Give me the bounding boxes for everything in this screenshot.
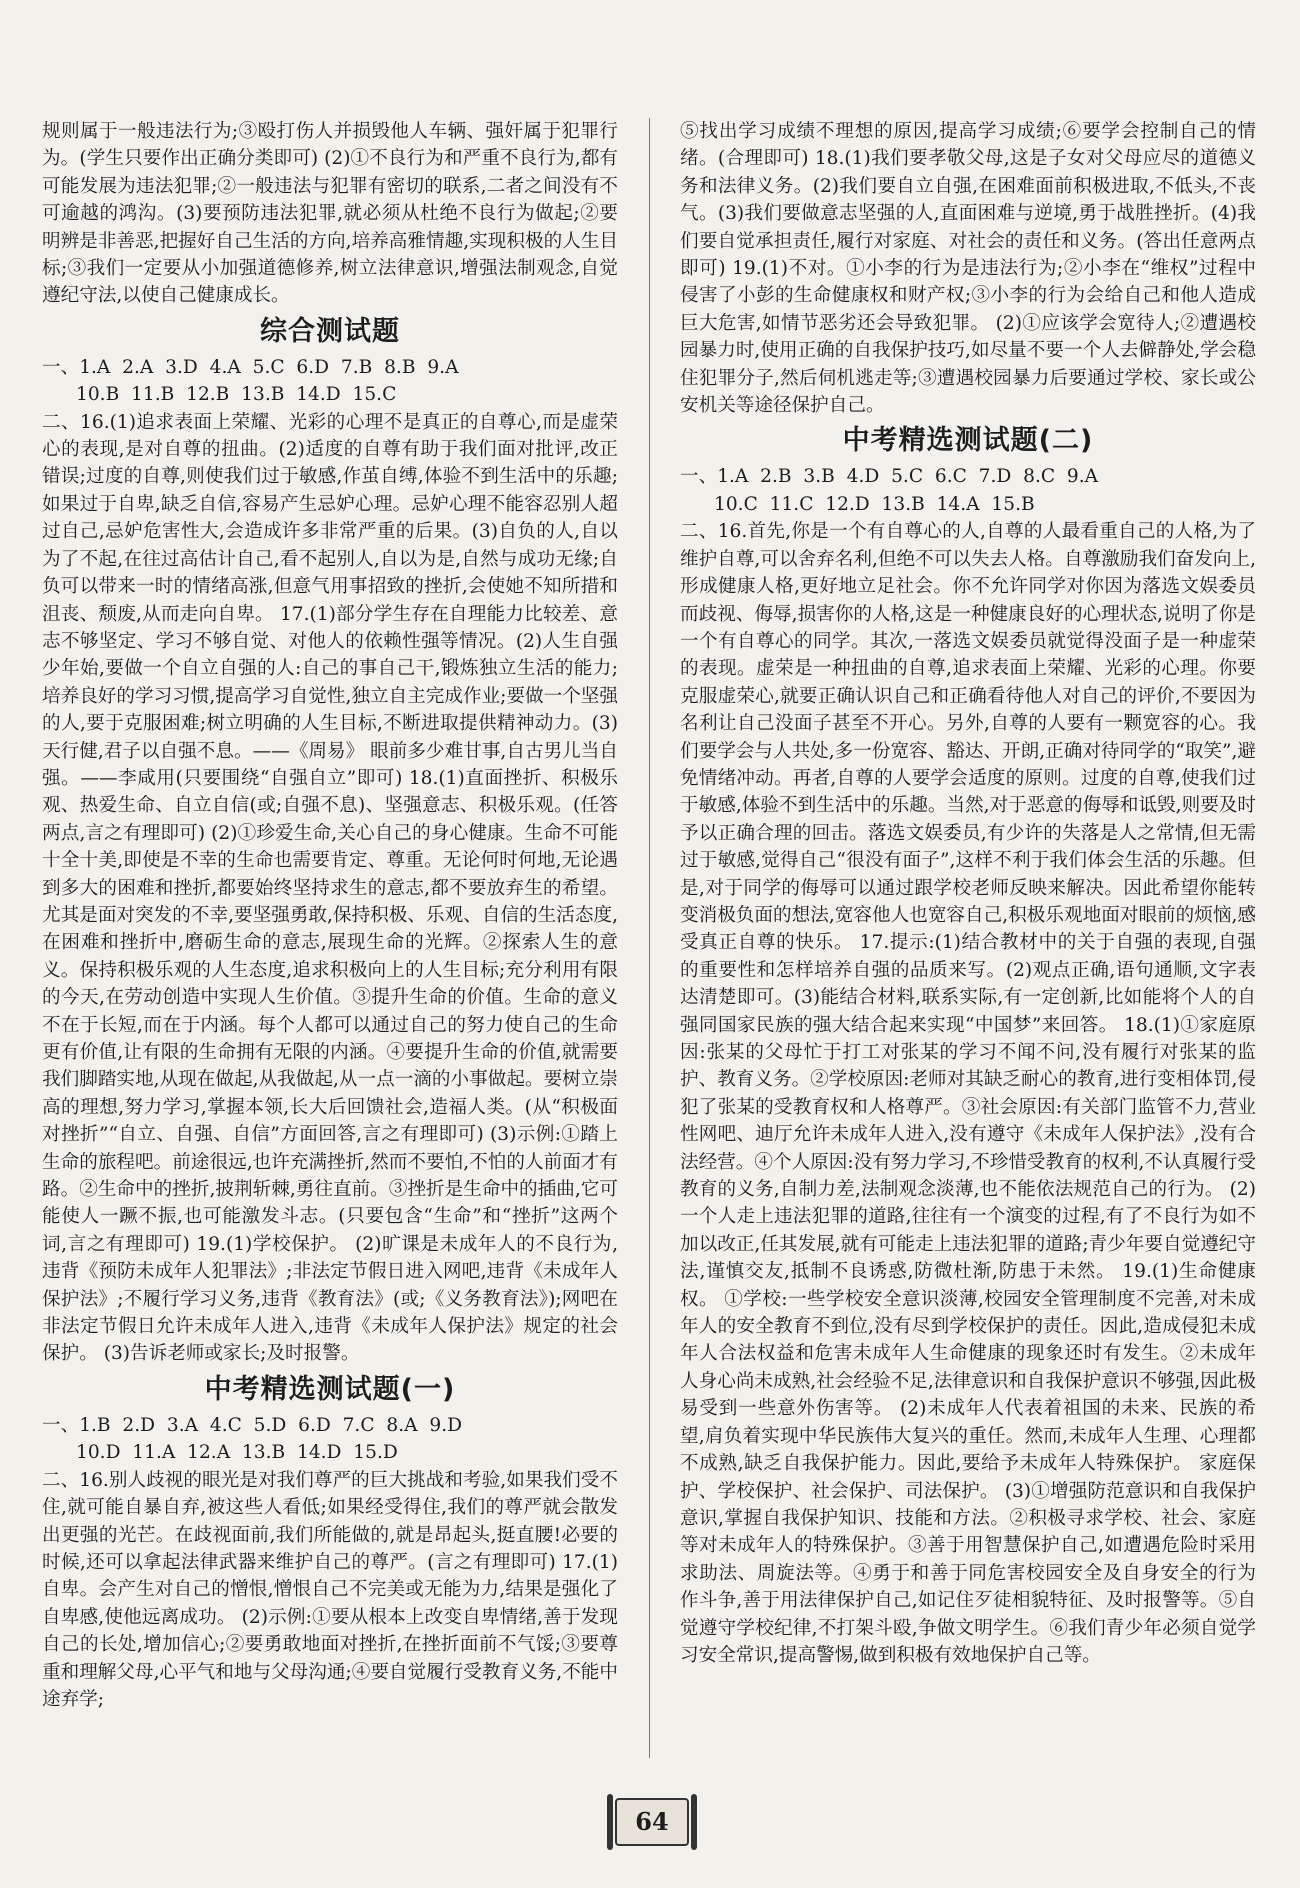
- section2-choices-row-2: 10.D 11.A 12.A 13.B 14.D 15.D: [76, 1442, 398, 1464]
- right-intro-paragraph: ⑤找出学习成绩不理想的原因,提高学习成绩;⑥要学会控制自己的情绪。(合理即可) 18.(1)我们要孝敬父母,这是子女对父母应尽的道德义务和法律义务。(2)我们要自立自强,在困难面前积极进取,不低头,不丧气。(3)我们要做意志坚强的人,直面困难与逆境,勇于战胜挫折。(4)我们要自觉承担责任,履行对家庭、对社会的责任和义务。(答出任意两点即可) 19.(1)不对。①小李的行为是违法行为;②小李在“维权”过程中侵害了小彭的生命健康权和财产权;③小李的行为会给自己和他人造成巨大危害,如情节恶劣还会导致犯罪。 (2)①应该学会宽待人;②遭遇校园暴力时,使用正确的自我保护技巧,如尽量不要一个人去僻静处,学会稳住犯罪分子,然后伺机逃走等;③遭遇校园暴力后要通过学校、家长或公安机关等途径保护自己。: [680, 121, 1256, 417]
- column-divider: [649, 118, 650, 1758]
- section3-essay-answers: 二、16.首先,你是一个有自尊心的人,自尊的人最看重自己的人格,为了维护自尊,可以舍弃名利,但绝不可以失去人格。自尊激励我们奋发向上,形成健康人格,更好地立足社会。你不允许同学对你因为落选文娱委员而歧视、侮辱,损害你的人格,这是一种健康良好的心理状态,说明了你是一个有自尊心的同学。其次,一落选文娱委员就觉得没面子是一种虚荣的表现。虚荣是一种扭曲的自尊,追求表面上荣耀、光彩的心理。你要克服虚荣心,就要正确认识自己和正确看待他人对自己的评价,不要因为名利让自己没面子甚至不开心。另外,自尊的人要有一颗宽容的心。我们要学会与人共处,多一份宽容、豁达、开朗,正确对待同学的“取笑”,避免情绪冲动。再者,自尊的人要学会适度的原则。过度的自尊,使我们过于敏感,体验不到生活中的乐趣。当然,对于恶意的侮辱和诋毁,则要及时予以正确合理的回击。落选文娱委员,有少许的失落是人之常情,但无需过于敏感,觉得自己“很没有面子”,这样不利于我们体会生活的乐趣。但是,对于同学的侮辱可以通过跟学校老师反映来解决。因此希望你能转变消极负面的想法,宽容他人也宽容自己,积极乐观地面对眼前的烦恼,感受真正自尊的快乐。 17.提示:(1)结合教材中的关于自强的表现,自强的重要性和怎样培养自强的品质来写。(2)观点正确,语句通顺,文字表达清楚即可。(3)能结合材料,联系实际,有一定创新,比如能将个人的自强同国家民族的强大结合起来实现“中国梦”来回答。 18.(1)①家庭原因:张某的父母忙于打工对张某的学习不闻不问,没有履行对张某的监护、教育义务。②学校原因:老师对其缺乏耐心的教育,进行变相体罚,侵犯了张某的受教育权和人格尊严。③社会原因:有关部门监管不力,营业性网吧、迪厅允许未成年人进入,没有遵守《未成年人保护法》,没有合法经营。④个人原因:没有努力学习,不珍惜受教育的权利,不认真履行受教育的义务,自制力差,法制观念淡薄,也不能依法规范自己的行为。 (2)一个人走上违法犯罪的道路,往往有一个演变的过程,有了不良行为如不加以改正,任其发展,就有可能走上违法犯罪的道路;青少年要自觉遵纪守法,谨慎交友,抵制不良诱惑,防微杜渐,防患于未然。 19.(1)生命健康权。 ①学校:一些学校安全意识淡薄,校园安全管理制度不完善,对未成年人的安全教育不到位,没有尽到学校保护的责任。因此,造成侵犯未成年人合法权益和危害未成年人生命健康的现象还时有发生。②未成年人身心尚未成熟,社会经验不足,法律意识和自我保护意识不够强,因此极易受到一些意外伤害等。 (2)未成年人代表着祖国的未来、民族的希望,肩负着实现中华民族伟大复兴的重任。然而,未成年人生理、心理都不成熟,缺乏自我保护能力。因此,要给予未成年人特殊保护。 家庭保护、学校保护、社会保护、司法保护。 (3)①增强防范意识和自我保护意识,掌握自我保护知识、技能和方法。②积极寻求学校、社会、家庭等对未成年人的特殊保护。③善于用智慧保护自己,如遭遇危险时采用求助法、周旋法等。④勇于和善于同危害校园安全及自身安全的行为作斗争,善于用法律保护自己,如记住歹徒相貌特征、及时报警等。⑤自觉遵守学校纪律,不打架斗殴,争做文明学生。⑥我们青少年必须自觉学习安全常识,提高警惕,做到积极有效地保护自己等。: [680, 521, 1256, 1666]
- section2-choices-row-1: 一、1.B 2.D 3.A 4.C 5.D 6.D 7.C 8.A 9.D: [42, 1414, 463, 1436]
- section-title-exam-selection-2: 中考精选测试题(二): [842, 425, 1094, 457]
- section3-choices-row-2: 10.C 11.C 12.D 13.B 14.A 15.B: [714, 493, 1035, 515]
- section3-choices-row-1: 一、1.A 2.B 3.B 4.D 5.C 6.C 7.D 8.C 9.A: [680, 466, 1099, 488]
- page-number-scroll-badge: 64: [615, 1798, 689, 1846]
- right-column: [680, 118, 1256, 1768]
- section-title-comprehensive-test: 综合测试题: [260, 315, 400, 347]
- section1-choices-row-1: 一、1.A 2.A 3.D 4.A 5.C 6.D 7.B 8.B 9.A: [42, 356, 459, 378]
- section2-essay-answers: 二、16.别人歧视的眼光是对我们尊严的巨大挑战和考验,如果我们受不住,就可能自暴自弃,被这些人看低;如果经受得住,我们的尊严就会散发出更强的光芒。在歧视面前,我们所能做的,就是昂起头,挺直腰!必要的时候,还可以拿起法律武器来维护自己的尊严。(言之有理即可) 17.(1)自卑。会产生对自己的憎恨,憎恨自己不完美或无能为力,结果是强化了自卑感,使他远离成功。 (2)示例:①要从根本上改变自卑情绪,善于发现自己的长处,增加信心;②要勇敢地面对挫折,在挫折面前不气馁;③要尊重和理解父母,心平气和地与父母沟通;④要自觉履行受教育义务,不能中途弃学;: [42, 1469, 618, 1710]
- left-column: [42, 118, 618, 1768]
- section1-choices-row-2: 10.B 11.B 12.B 13.B 14.D 15.C: [76, 384, 397, 406]
- section-title-exam-selection-1: 中考精选测试题(一): [204, 1373, 456, 1405]
- left-intro-paragraph: 规则属于一般违法行为;③殴打伤人并损毁他人车辆、强奸属于犯罪行为。(学生只要作出正确分类即可) (2)①不良行为和严重不良行为,都有可能发展为违法犯罪;②一般违法与犯罪有密切的联系,二者之间没有不可逾越的鸿沟。(3)要预防违法犯罪,就必须从杜绝不良行为做起;②要明辨是非善恶,把握好自己生活的方向,培养高雅情趣,实现积极的人生目标;③我们一定要从小加强道德修养,树立法律意识,增强法制观念,自觉遵纪守法,以使自己健康成长。: [42, 121, 618, 307]
- section1-essay-answers: 二、16.(1)追求表面上荣耀、光彩的心理不是真正的自尊心,而是虚荣心的表现,是对自尊的扭曲。(2)适度的自尊有助于我们面对批评,改正错误;过度的自尊,则使我们过于敏感,作茧自缚,体验不到生活中的乐趣;如果过于自卑,缺乏自信,容易产生忌妒心理。忌妒心理不能容忍别人超过自己,忌妒危害性大,会造成许多非常严重的后果。(3)自负的人,自以为了不起,在往过高估计自己,看不起别人,自以为是,自然与成功无缘;自负可以带来一时的情绪高涨,但意气用事招致的挫折,会使她不知所措和沮丧、颓废,从而走向自卑。 17.(1)部分学生存在自理能力比较差、意志不够坚定、学习不够自觉、对他人的依赖性强等情况。(2)人生自强少年始,要做一个自立自强的人:自己的事自己干,锻炼独立生活的能力;培养良好的学习习惯,提高学习自觉性,独立自主完成作业;要做一个坚强的人,要于克服困难;树立明确的人生目标,不断进取提供精神动力。(3)天行健,君子以自强不息。——《周易》 眼前多少难甘事,自古男儿当自强。——李咸用(只要围绕“自强自立”即可) 18.(1)直面挫折、积极乐观、热爱生命、自立自信(或;自强不息)、坚强意志、积极乐观。(任答两点,言之有理即可) (2)①珍爱生命,关心自己的身心健康。生命不可能十全十美,即使是不幸的生命也需要肯定、尊重。无论何时何地,无论遇到多大的困难和挫折,都要始终坚持求生的意志,都不要放弃生的希望。尤其是面对突发的不幸,要坚强勇敢,保持积极、乐观、自信的生活态度,在困难和挫折中,磨砺生命的意志,展现生命的光辉。②探索人生的意义。保持积极乐观的人生态度,追求积极向上的人生目标;充分利用有限的今天,在劳动创造中实现人生价值。③提升生命的价值。生命的意义不在于长短,而在于内涵。每个人都可以通过自己的努力使自己的生命更有价值,让有限的生命拥有无限的内涵。④要提升生命的价值,就需要我们脚踏实地,从现在做起,从我做起,从一点一滴的小事做起。要树立崇高的理想,努力学习,掌握本领,长大后回馈社会,造福人类。(从“积极面对挫折”“自立、自强、自信”方面回答,言之有理即可) (3)示例:①踏上生命的旅程吧。前途很远,也许充满挫折,然而不要怕,不怕的人前面才有路。②生命中的挫折,披荆斩棘,勇往直前。③挫折是生命中的插曲,它可能使人一蹶不振,也可能激发斗志。(只要包含“生命”和“挫折”这两个词,言之有理即可) 19.(1)学校保护。 (2)旷课是未成年人的不良行为,违背《预防未成年人犯罪法》;非法定节假日进入网吧,违背《未成年人保护法》;不履行学习义务,违背《教育法》(或;《义务教育法》);网吧在非法定节假日允许未成年人进入,违背《未成年人保护法》规定的社会保护。 (3)告诉老师或家长;及时报警。: [42, 411, 618, 1365]
